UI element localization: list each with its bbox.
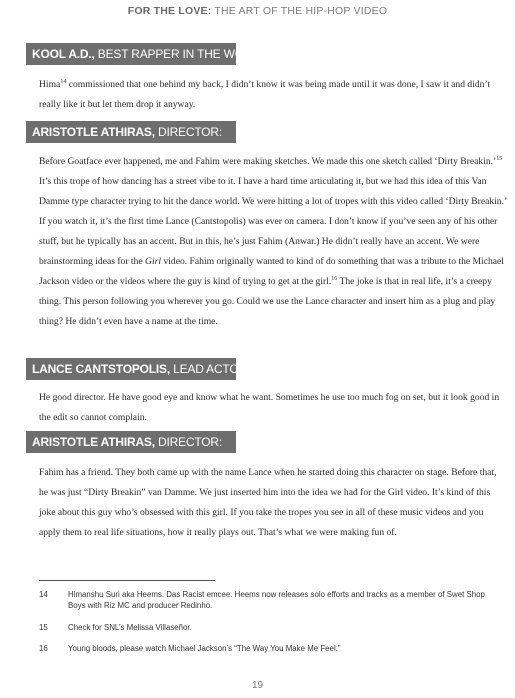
- quote-text: video. Fahim originally wanted to kind of do something that was a tribute to the Michael Jackson video or the videos where the guy is kind of trying to get at the girl.: [39, 256, 504, 287]
- quote-text: commissioned that one behind my back, I didn’t know it was being made until it was done, I saw it and didn’t really like it but let them drop it anyway.: [39, 79, 491, 110]
- speaker-name: ARISTOTLE ATHIRAS,: [32, 125, 155, 139]
- footnote-number: 15: [39, 623, 48, 632]
- quote-text: It’s this trope of how dancing has a street vibe to it. I have a hard time articulating it, but we had this idea of this Van Damme type character trying to hit the dance world. We were hitting a lot of tropes with this video called ‘Dirty Breakin.’ If you watch it, it’s the first time Lance (Cantstopolis) was ever on camera. I don’t know if you’ve seen any of his other stuff, but he typically has an accent. But in this, he’s just Fahim (Anwar.) He didn’t really have an accent. We were brainstorming ideas for the: [39, 176, 507, 267]
- speaker-role: DIRECTOR:: [154, 125, 222, 139]
- footnote-ref: 16: [331, 275, 338, 282]
- footnote-text: Check for SNL’s Melissa Villaseñor.: [68, 623, 192, 632]
- footnote-divider: [39, 580, 215, 581]
- speaker-name: ARISTOTLE ATHIRAS,: [32, 435, 155, 449]
- speaker-bar-aristotle-athiras: [26, 121, 236, 143]
- footnote-14: [39, 589, 499, 611]
- speaker-bar-lance-cantstopolis: [26, 358, 251, 380]
- speaker-name: KOOL A.D.,: [32, 47, 95, 61]
- footnote-ref: 15: [496, 155, 503, 162]
- quote-text: Hima: [39, 79, 61, 90]
- page-number: 19: [251, 680, 264, 691]
- speaker-bar-aristotle-athiras-2: [26, 431, 236, 453]
- speaker-role: DIRECTOR:: [154, 435, 222, 449]
- footnote-number: 16: [39, 644, 48, 653]
- speaker-bar-kool-ad: [26, 43, 271, 65]
- quote-italic-text: Girl: [145, 256, 162, 267]
- footnote-text: Himanshu Suri aka Heems. Das Racist emcee. Heems now releases solo efforts and tracks as a member of Swet Shop Boys with Riz MC and producer Redinho.: [68, 590, 485, 610]
- running-head-subtitle: THE ART OF THE HIP-HOP VIDEO: [211, 5, 388, 17]
- quote-text: The joke is that in real life, it’s a creepy thing. This person following you wherever you go. Could we use the Lance character and insert him as a plug and play thing? He didn’t even have a name at the time.: [39, 276, 496, 327]
- footnote-number: 14: [39, 590, 48, 599]
- footnote-16: [39, 643, 499, 654]
- speaker-role: LEAD ACTOR:: [170, 362, 251, 376]
- quote-paragraph-kool-ad: [39, 75, 507, 115]
- quote-paragraph-lance: He good director. He have good eye and know what he want. Sometimes he use too much fog on set, but it look good in the edit so cannot complain.: [39, 392, 500, 423]
- footnote-text: Young bloods, please watch Michael Jackson’s “The Way You Make Me Feel.”: [68, 644, 341, 653]
- running-head: [0, 5, 515, 17]
- quote-paragraph-aristotle-2: Fahim has a friend. They both came up with the name Lance when he started doing this character on stage. Before that, he was just “Dirty Breakin” van Damme. We just inserted him into the idea we had for the Girl video. It’s kind of this joke about this guy who’s obsessed with this girl. If you take the tropes you see in all of these music videos and you apply them to real life situations, how it really plays out. That’s what we were making fun of.: [39, 467, 497, 538]
- speaker-name: LANCE CANTSTOPOLIS,: [32, 362, 170, 376]
- running-head-book-title: FOR THE LOVE:: [127, 5, 212, 17]
- speaker-role: BEST RAPPER IN THE WORLD:: [94, 47, 271, 61]
- footnote-ref: 14: [60, 78, 67, 85]
- quote-paragraph-aristotle-1: [39, 152, 507, 332]
- footnote-15: [39, 622, 499, 633]
- quote-text: Before Goatface ever happened, me and Fahim were making sketches. We made this one sketch called ‘Dirty Breakin.’: [39, 156, 497, 167]
